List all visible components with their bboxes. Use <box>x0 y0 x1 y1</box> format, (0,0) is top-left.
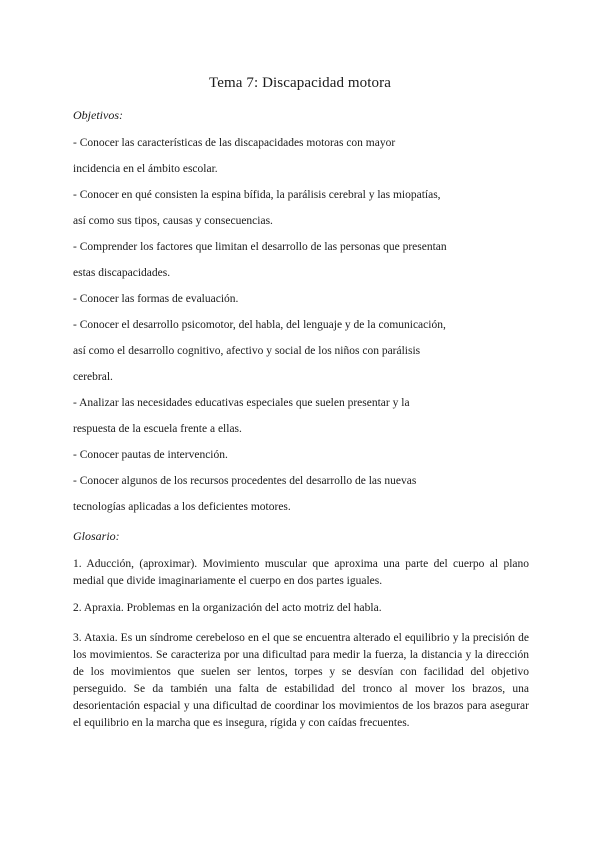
objective-line: - Analizar las necesidades educativas especiales que suelen presentar y la <box>73 397 410 409</box>
objective-line: cerebral. <box>73 371 113 383</box>
objective-line: estas discapacidades. <box>73 267 171 279</box>
objective-line: respuesta de la escuela frente a ellas. <box>73 423 242 435</box>
objective-line: - Conocer algunos de los recursos procedentes del desarrollo de las nuevas <box>73 475 417 487</box>
objective-line: así como el desarrollo cognitivo, afectivo y social de los niños con parálisis <box>73 345 421 357</box>
objective-line: - Conocer en qué consisten la espina bífida, la parálisis cerebral y las miopatías, <box>73 189 441 201</box>
objective-line: - Conocer pautas de intervención. <box>73 449 228 461</box>
glossary-item: 1. Aducción, (aproximar). Movimiento muscular que aproxima una parte del cuerpo al plano medial que divide imaginariamente el cuerpo en dos partes iguales. <box>73 558 529 587</box>
objective-line: tecnologías aplicadas a los deficientes motores. <box>73 501 291 513</box>
objective-line: - Conocer las formas de evaluación. <box>73 293 239 305</box>
glossary-item: 3. Ataxia. Es un síndrome cerebeloso en el que se encuentra alterado el equilibrio y la precisión de los movimientos. Se caracteriza por una dificultad para medir la fuerza, la distancia y la dirección de los movimientos que suelen ser lentos, torpes y se desvían con facilidad del objetivo perseguido. Se da también una falta de estabilidad del tronco al mover los brazos, una desorientación espacial y una dificultad de coordinar los movimientos de los brazos para asegurar el equilibrio en la marcha que es insegura, rígida y con caídas frecuentes. <box>73 632 529 729</box>
glossary-item: 2. Apraxia. Problemas en la organización del acto motriz del habla. <box>73 602 382 614</box>
glossary-heading: Glosario: <box>73 529 120 543</box>
objectives-heading: Objetivos: <box>73 108 123 122</box>
objective-line: - Comprender los factores que limitan el desarrollo de las personas que presentan <box>73 241 447 253</box>
page-title: Tema 7: Discapacidad motora <box>209 75 391 91</box>
objective-line: - Conocer las características de las discapacidades motoras con mayor <box>73 137 396 149</box>
objective-line: incidencia en el ámbito escolar. <box>73 163 218 175</box>
objective-line: - Conocer el desarrollo psicomotor, del habla, del lenguaje y de la comunicación, <box>73 319 446 331</box>
objective-line: así como sus tipos, causas y consecuencias. <box>73 215 273 227</box>
